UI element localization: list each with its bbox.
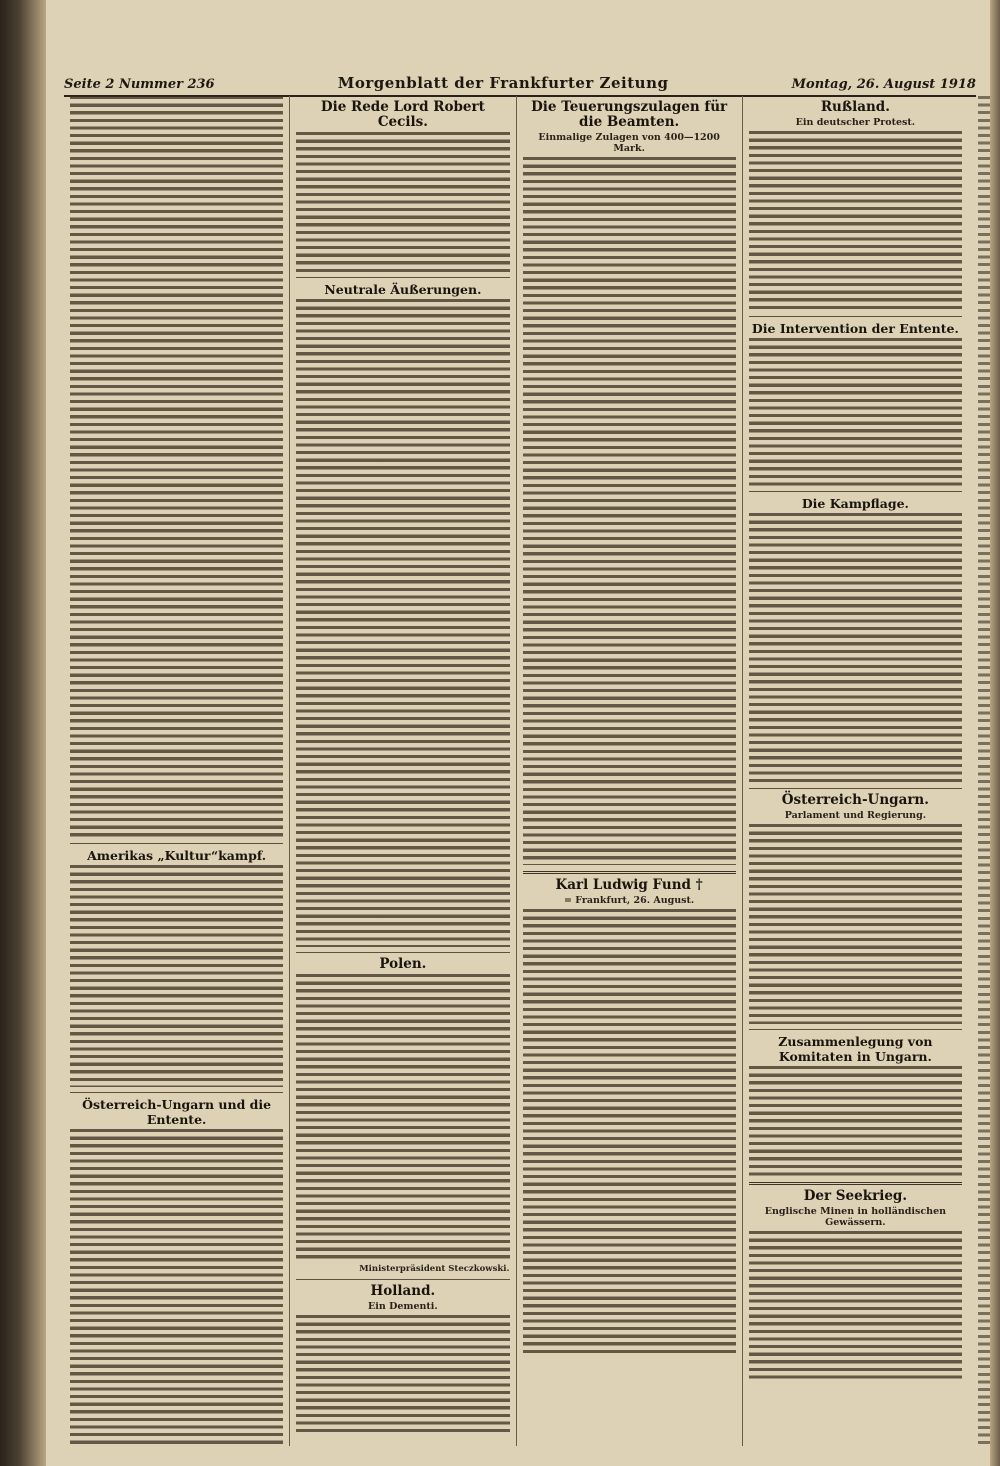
divider: [749, 1029, 962, 1030]
page-number: Seite 2 Nummer 236: [64, 77, 215, 92]
article-text: [296, 132, 509, 272]
headline-neutrale-aeusserungen: Neutrale Äußerungen.: [324, 282, 482, 297]
issue-date: Montag, 26. August 1918: [791, 77, 976, 92]
subhead-englische-minen: Englische Minen in holländischen Gewässern.: [764, 1206, 947, 1228]
divider: [749, 788, 962, 789]
article-text: [70, 1129, 283, 1446]
divider: [296, 952, 509, 953]
column-3: [517, 96, 743, 1446]
divider: [70, 843, 283, 844]
subhead-zulagen: Einmalige Zulagen von 400—1200 Mark.: [538, 132, 720, 154]
article-text: [70, 96, 283, 838]
headline-teuerungszulagen: Die Teuerungszulagen für die Beamten.: [531, 99, 728, 130]
article-text: [70, 865, 283, 1087]
headline-oesterreich-entente: Österreich-Ungarn und die Entente.: [82, 1097, 272, 1127]
headline-polen: Polen.: [379, 956, 427, 972]
signature-steczkowski: Ministerpräsident Steczkowski.: [359, 1264, 510, 1274]
page-edge-right: [990, 0, 1000, 1466]
divider: [749, 316, 962, 317]
headline-holland: Holland.: [370, 1283, 436, 1299]
headline-oesterreich-ungarn: Österreich-Ungarn.: [781, 792, 929, 808]
adjacent-page-text-strip: [978, 96, 990, 1446]
subhead-parlament-regierung: Parlament und Regierung.: [784, 810, 927, 821]
article-text: [523, 157, 736, 865]
headline-amerikas-kulturkampf: Amerikas „Kultur“kampf.: [87, 848, 267, 863]
article-text: [749, 1066, 962, 1176]
page-header: [64, 64, 976, 97]
columns: [64, 96, 976, 1446]
headline-russland: Rußland.: [820, 99, 890, 115]
article-text: [296, 299, 509, 947]
divider: [296, 277, 509, 278]
divider: [523, 871, 736, 874]
dateline-frankfurt: = Frankfurt, 26. August.: [564, 895, 695, 906]
headline-rede-cecil: Die Rede Lord Robert Cecils.: [320, 99, 485, 130]
subhead-dementi: Ein Dementi.: [368, 1301, 438, 1312]
article-text: [749, 1231, 962, 1381]
divider: [70, 1092, 283, 1093]
headline-seekrieg: Der Seekrieg.: [803, 1188, 908, 1204]
subhead-deutscher-protest: Ein deutscher Protest.: [795, 117, 916, 128]
book-binding: [0, 0, 46, 1466]
article-text: [749, 513, 962, 783]
article-text: [749, 338, 962, 486]
article-text: [749, 824, 962, 1024]
article-text: [296, 974, 509, 1262]
divider: [749, 1182, 962, 1185]
headline-zusammenlegung-komitate: Zusammenlegung von Komitaten in Ungarn.: [778, 1034, 933, 1064]
column-2: [290, 96, 516, 1446]
article-text: [296, 1315, 509, 1435]
article-text: [523, 909, 736, 1355]
column-1: [64, 96, 290, 1446]
divider: [296, 1279, 509, 1280]
masthead-title: Morgenblatt der Frankfurter Zeitung: [337, 74, 669, 92]
headline-intervention-entente: Die Intervention der Entente.: [751, 321, 959, 336]
article-text: [749, 131, 962, 311]
headline-kampflage: Die Kampflage.: [801, 496, 909, 511]
divider: [749, 491, 962, 492]
column-4: [743, 96, 976, 1446]
headline-karl-ludwig-fund: Karl Ludwig Fund †: [555, 877, 703, 893]
newspaper-page: [46, 0, 990, 1466]
